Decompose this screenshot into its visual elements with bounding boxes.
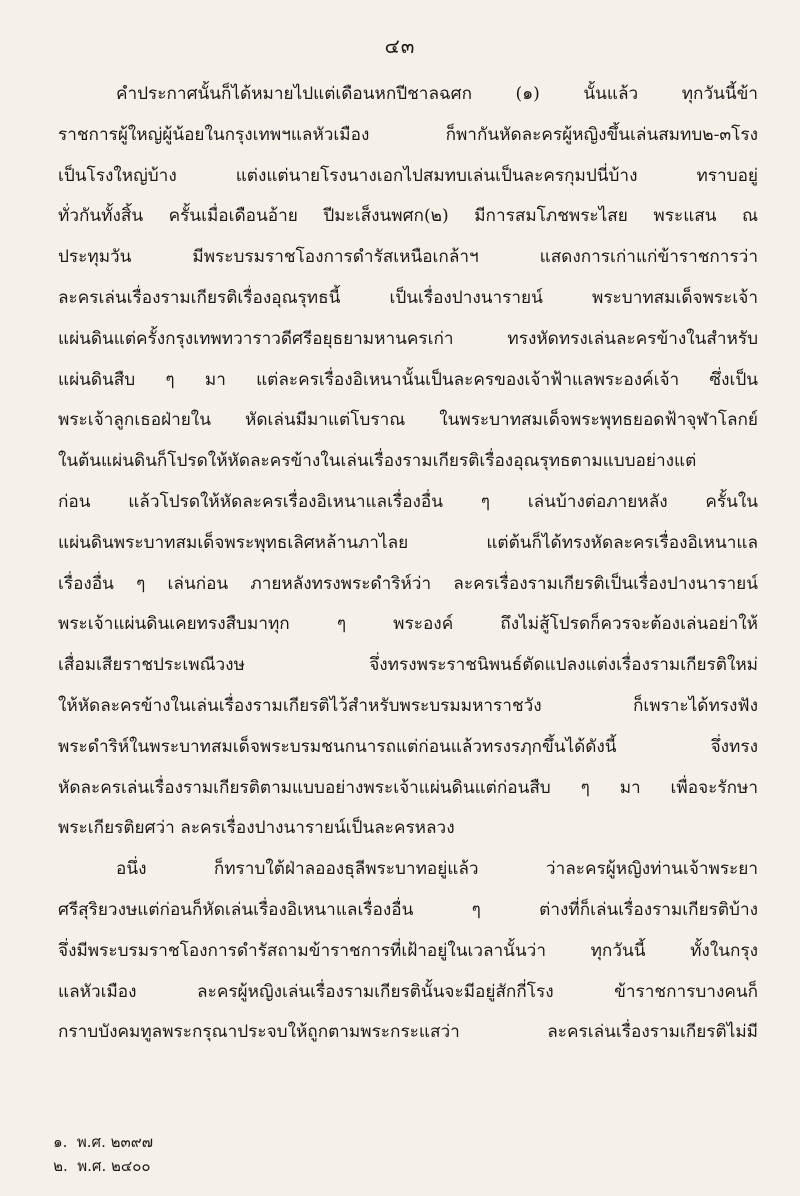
text-line-11: ก่อน แล้วโปรดให้หัดละครเรื่องอิเหนาแลเรื่องอื่น ๆ เล่นบ้างต่อภายหลัง ครั้นใน [58,491,758,512]
text-line-3: เป็นโรงใหญ่บ้าง แต่งแต่นายโรงนางเอกไปสมทบเล่นเป็นละครกุมปนี่บ้าง ทราบอยู่ [58,165,758,186]
text-line-15: เสื่อมเสียราชประเพณีวงษ จึ่งทรงพระราชนิพนธ์ตัดแปลงแต่งเรื่องรามเกียรติใหม่ [58,655,758,676]
text-line-10: ในต้นแผ่นดินก็โปรดให้หัดละครข้างในเล่นเรื่องรามเกียรติเรื่องอุณรุทธตามแบบอย่างแต่ [58,451,697,472]
text-line-9: พระเจ้าลูกเธอฝ่ายใน หัดเล่นมีมาแต่โบราณ ในพระบาทสมเด็จพระพุทธยอดฟ้าจุฬาโลกย์ [58,410,758,431]
text-line-14: พระเจ้าแผ่นดินเคยทรงสืบมาทุก ๆ พระองค์ ถึงไม่สู้โปรดก็ควรจะต้องเล่นอย่าให้ [58,614,758,635]
text-line-7: แผ่นดินแต่ครั้งกรุงเทพทวาราวดีศรีอยุธยามหานครเก่า ทรงหัดทรงเล่นละครข้างในสำหรับ [58,328,758,349]
text-line-16: ให้หัดละครข้างในเล่นเรื่องรามเกียรติไว้สำหรับพระบรมมหาราชวัง ก็เพราะได้ทรงฟัง [58,695,758,716]
text-line-2: ราชการผู้ใหญ่ผู้น้อยในกรุงเทพฯแลหัวเมือง ก็พากันหัดละครผู้หญิงขึ้นเล่นสมทบ๒-๓โรง [58,124,758,145]
text-line-18: หัดละครเล่นเรื่องรามเกียรติตามแบบอย่างพระเจ้าแผ่นดินแต่ก่อนสืบ ๆ มา เพื่อจะรักษา [58,777,758,798]
text-line-21: ศรีสุริยวงษแต่ก่อนก็หัดเล่นเรื่องอิเหนาแลเรื่องอื่น ๆ ต่างที่ก็เล่นเรื่องรามเกียรติบ้าง [58,899,758,920]
text-line-13: เรื่องอื่น ๆ เล่นก่อน ภายหลังทรงพระดำริห์ว่า ละครเรื่องรามเกียรติเป็นเรื่องปางนารายน์ [58,573,758,594]
text-line-23: แลหัวเมือง ละครผู้หญิงเล่นเรื่องรามเกียรตินั้นจะมีอยู่สักกี่โรง ข้าราชการบางคนก็ [58,981,758,1002]
footnotes [34,1112,175,1196]
text-line-8: แผ่นดินสืบ ๆ มา แต่ละครเรื่องอิเหนานั้นเป็นละครของเจ้าฟ้าแลพระองค์เจ้า ซึ่งเป็น [58,369,758,390]
text-line-17: พระดำริห์ในพระบาทสมเด็จพระบรมชนกนารถแต่ก่อนแล้วทรงรฦกขึ้นได้ดังนี้ จึ่งทรง [58,736,758,757]
page-number: ๔๓ [384,34,416,58]
text-line-19: พระเกียรติยศว่า ละครเรื่องปางนารายน์เป็นละครหลวง [58,818,455,839]
body-text [58,64,758,1043]
text-line-12: แผ่นดินพระบาทสมเด็จพระพุทธเลิศหล้านภาไลย แต่ต้นก็ได้ทรงหัดละครเรื่องอิเหนาแล [58,532,758,553]
text-line-1: คำประกาศนั้นก็ได้หมายไปแต่เดือนหกปีชาลฉศก (๑) นั้นแล้ว ทุกวันนี้ข้า [116,84,758,104]
text-line-4: ทั่วกันทั้งสิ้น ครั้นเมื่อเดือนอ้าย ปีมะเส็งนพศก(๒) มีการสมโภชพระไสย พระแสน ณ [58,206,758,227]
text-line-6: ละครเล่นเรื่องรามเกียรติเรื่องอุณรุทธนี้ เป็นเรื่องปางนารายน์ พระบาทสมเด็จพระเจ้า [58,287,758,308]
footnote-1: ๑. พ.ศ. ๒๓๙๗ [53,1133,154,1151]
text-line-24: กราบบังคมทูลพระกรุณาประจบให้ถูกตามพระกระแสว่า ละครเล่นเรื่องรามเกียรติไม่มี [58,1022,758,1043]
text-line-22: จึ่งมีพระบรมราชโองการดำรัสถามข้าราชการที่เฝ้าอยู่ในเวลานั้นว่า ทุกวันนี้ ทั้งในกรุง [58,940,758,961]
text-line-20: อนึ่ง ก็ทราบใต้ฝ่าลอองธุลีพระบาทอยู่แล้ว ว่าละครผู้หญิงท่านเจ้าพระยา [116,859,758,880]
footnote-2: ๒. พ.ศ. ๒๔๐๐ [53,1157,151,1175]
text-line-5: ประทุมวัน มีพระบรมราชโองการดำรัสเหนือเกล้าฯ แสดงการเก่าแก่ข้าราชการว่า [58,247,758,268]
